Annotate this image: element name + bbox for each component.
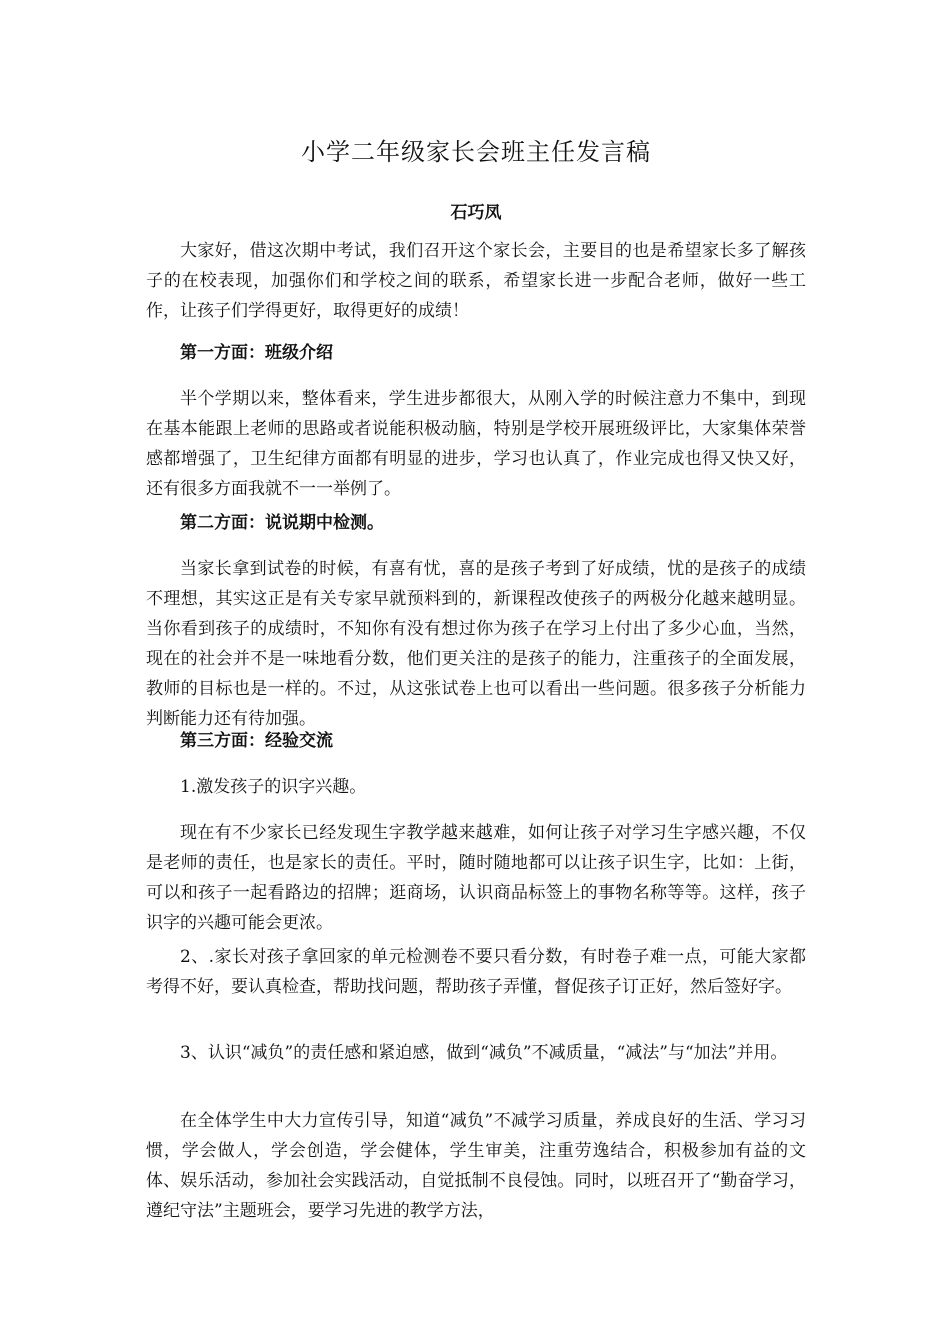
author-name: 石巧凤 <box>450 203 502 223</box>
list-item-3-paragraph: 3、认识“减负”的责任感和紧迫感，做到“减负”不减质量，“减法”与“加法”并用。 <box>180 1043 788 1063</box>
list-item-3-detail-paragraph: 在全体学生中大力宣传引导，知道“减负”不减学习质量，养成良好的生活、学习习惯，学会做人，学会创造，学会健体，学生审美，注重劳逸结合，积极参加有益的文体、娱乐活动，参加社会实践活动，自觉抵制不良侵蚀。同时，以班召开了“勤奋学习，遵纪守法”主题班会，要学习先进的教学方法， <box>146 1111 806 1221</box>
page-title: 小学二年级家长会班主任发言稿 <box>301 138 651 166</box>
section-paragraph-2: 当家长拿到试卷的时候，有喜有忧，喜的是孩子考到了好成绩，忧的是孩子的成绩不理想，其实这正是有关专家早就预料到的，新课程改使孩子的两极分化越来越明显。当你看到孩子的成绩时，不知你有没有想过你为孩子在学习上付出了多少心血，当然，现在的社会并不是一味地看分数，他们更关注的是孩子的能力，注重孩子的全面发展，教师的目标也是一样的。不过，从这张试卷上也可以看出一些问题。很多孩子分析能力判断能力还有待加强。 <box>146 559 806 729</box>
list-item-1-title: 1.激发孩子的识字兴趣。 <box>180 777 367 797</box>
section-heading-3: 第三方面：经验交流 <box>180 731 333 751</box>
list-item-1-paragraph: 现在有不少家长已经发现生字教学越来越难，如何让孩子对学习生字感兴趣，不仅是老师的责任，也是家长的责任。平时，随时随地都可以让孩子识生字，比如：上街，可以和孩子一起看路边的招牌；逛商场，认识商品标签上的事物名称等等。这样，孩子识字的兴趣可能会更浓。 <box>146 823 806 933</box>
section-paragraph-1: 半个学期以来，整体看来，学生进步都很大，从刚入学的时候注意力不集中，到现在基本能跟上老师的思路或者说能积极动脑，特别是学校开展班级评比，大家集体荣誉感都增强了，卫生纪律方面都有明显的进步，学习也认真了，作业完成也得又快又好，还有很多方面我就不一一举例了。 <box>146 389 806 499</box>
intro-paragraph: 大家好，借这次期中考试，我们召开这个家长会，主要目的也是希望家长多了解孩子的在校表现，加强你们和学校之间的联系，希望家长进一步配合老师，做好一些工作，让孩子们学得更好，取得更好的成绩！ <box>146 241 806 321</box>
list-item-2-paragraph: 2、.家长对孩子拿回家的单元检测卷不要只看分数，有时卷子难一点，可能大家都考得不好，要认真检查，帮助找问题，帮助孩子弄懂，督促孩子订正好，然后签好字。 <box>146 947 806 997</box>
section-heading-2: 第二方面：说说期中检测。 <box>180 513 384 533</box>
section-heading-1: 第一方面：班级介绍 <box>180 343 333 363</box>
